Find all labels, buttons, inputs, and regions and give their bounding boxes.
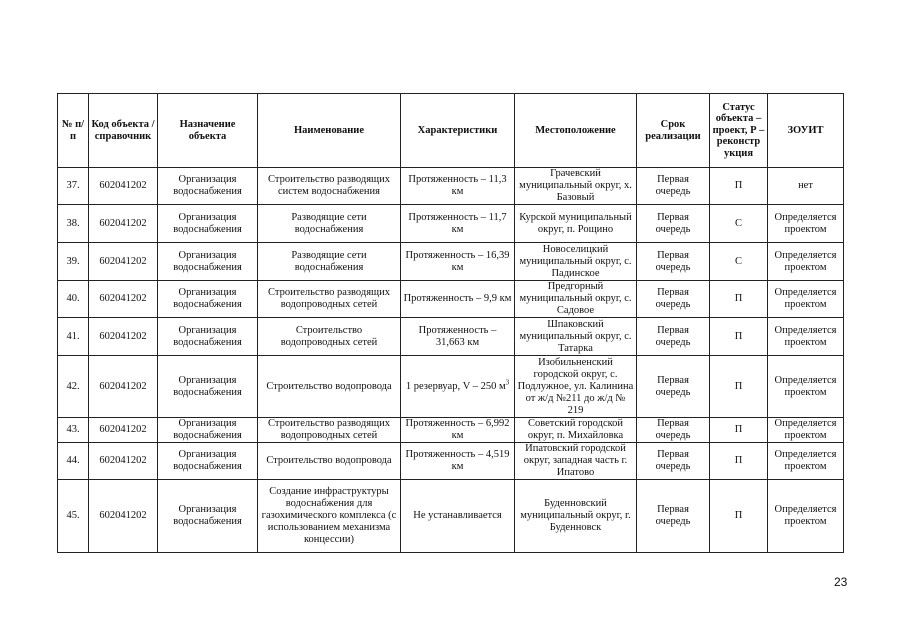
cell-object-location (515, 168, 637, 205)
cell-object-purpose (158, 356, 258, 418)
cell-row-number (58, 168, 89, 205)
implementation-term-text: Первая очередь (655, 324, 691, 348)
table-row (58, 243, 844, 281)
cell-object-characteristics (401, 318, 515, 356)
object-location-text: Изобильненский городской округ, с. Подлужное, ул. Калинина от ж/д №211 до ж/д № 219 (517, 356, 634, 416)
object-location-text: Курской муниципальный округ, п. Рощино (519, 211, 632, 235)
cell-object-name (258, 281, 401, 318)
zouit-value-text: Определяется проектом (774, 374, 837, 398)
cell-row-number (58, 318, 89, 356)
cell-zouit-value (768, 418, 844, 443)
object-name-text: Строительство водопроводных сетей (280, 324, 378, 348)
header-purpose: Назначение объекта (158, 94, 258, 168)
cell-object-location (515, 318, 637, 356)
cell-object-characteristics (401, 205, 515, 243)
object-status-text: П (734, 180, 743, 191)
cell-object-purpose (158, 318, 258, 356)
zouit-value-text: нет (798, 180, 813, 191)
object-code-text: 602041202 (99, 424, 147, 435)
cell-object-characteristics (401, 168, 515, 205)
cell-object-characteristics (401, 281, 515, 318)
cell-object-name (258, 356, 401, 418)
object-code-text: 602041202 (99, 255, 147, 267)
cell-implementation-term (637, 243, 710, 281)
cell-object-characteristics (401, 443, 515, 480)
cell-object-characteristics (401, 418, 515, 443)
zouit-value-text: Определяется проектом (774, 324, 837, 348)
cell-object-status (710, 168, 768, 205)
object-status-text: П (734, 510, 743, 521)
cell-row-number (58, 480, 89, 553)
cell-object-status (710, 356, 768, 418)
header-name: Наименование (258, 94, 401, 168)
object-code-text: 602041202 (99, 510, 147, 521)
object-name-text: Строительство водопровода (266, 455, 392, 466)
object-purpose-text: Организация водоснабжения (173, 211, 242, 235)
cell-object-location (515, 443, 637, 480)
table-row (58, 480, 844, 553)
row-number-text: 38. (66, 217, 80, 229)
cell-object-location (515, 281, 637, 318)
cell-object-purpose (158, 418, 258, 443)
object-location-text: Грачевский муниципальный округ, х. Базовый (519, 168, 632, 203)
table-row (58, 356, 844, 418)
table-row (58, 281, 844, 318)
cell-implementation-term (637, 443, 710, 480)
cell-object-characteristics (401, 356, 515, 418)
table-row (58, 443, 844, 480)
header-zouit: ЗОУИТ (768, 94, 844, 168)
cell-object-name (258, 480, 401, 553)
object-code-text: 602041202 (99, 180, 147, 191)
implementation-term-text: Первая очередь (655, 449, 691, 472)
row-number-text: 40. (66, 293, 80, 304)
implementation-term-text: Первая очередь (655, 174, 691, 197)
zouit-value-text: Определяется проектом (774, 211, 837, 235)
implementation-term-text: Первая очередь (655, 374, 691, 398)
table-row (58, 418, 844, 443)
object-name-text: Строительство водопровода (266, 380, 392, 392)
object-characteristics-text: Протяженность – 6,992 км (405, 418, 510, 441)
object-location-text: Ипатовский городской округ, западная часть г. Ипатово (523, 443, 628, 478)
cell-row-number (58, 443, 89, 480)
cell-implementation-term (637, 168, 710, 205)
zouit-value-text: Определяется проектом (774, 249, 837, 273)
cell-object-status (710, 318, 768, 356)
cell-zouit-value (768, 480, 844, 553)
implementation-term-text: Первая очередь (655, 249, 691, 273)
cell-object-purpose (158, 243, 258, 281)
cell-object-location (515, 356, 637, 418)
implementation-term-text: Первая очередь (655, 211, 691, 235)
object-code-text: 602041202 (99, 293, 147, 304)
object-status-text: П (734, 424, 743, 435)
cell-object-status (710, 205, 768, 243)
zouit-value-text: Определяется проектом (774, 418, 837, 441)
cell-object-status (710, 243, 768, 281)
cell-implementation-term (637, 205, 710, 243)
row-number-text: 43. (66, 424, 80, 435)
infrastructure-table (57, 93, 844, 553)
table-row (58, 318, 844, 356)
object-purpose-text: Организация водоснабжения (173, 249, 242, 273)
header-characteristics: Характеристики (401, 94, 515, 168)
cell-row-number (58, 243, 89, 281)
row-number-text: 42. (66, 380, 80, 392)
object-purpose-text: Организация водоснабжения (173, 449, 242, 472)
cell-object-code (89, 243, 158, 281)
cell-row-number (58, 418, 89, 443)
object-name-text: Строительство разводящих водопроводных сетей (267, 287, 390, 310)
cell-object-name (258, 418, 401, 443)
cell-object-purpose (158, 281, 258, 318)
cell-object-characteristics (401, 480, 515, 553)
table-row (58, 168, 844, 205)
cell-object-code (89, 418, 158, 443)
object-characteristics-text: Протяженность – 4,519 км (405, 449, 510, 472)
cell-row-number (58, 281, 89, 318)
object-status-text: П (734, 455, 743, 466)
cell-row-number (58, 205, 89, 243)
unit-superscript: 3 (505, 378, 510, 386)
object-location-text: Новоселицкий муниципальный округ, с. Падинское (519, 243, 632, 279)
implementation-term-text: Первая очередь (655, 418, 691, 441)
cell-object-location (515, 480, 637, 553)
table-body (58, 168, 844, 553)
table-row (58, 205, 844, 243)
object-location-text: Буденновский муниципальный округ, г. Буденновск (520, 498, 631, 533)
implementation-term-text: Первая очередь (655, 287, 691, 310)
object-location-text: Советский городской округ, п. Михайловка (527, 418, 624, 441)
object-code-text: 602041202 (99, 330, 147, 342)
object-status-text: С (734, 255, 742, 267)
cell-object-code (89, 168, 158, 205)
zouit-value-text: Определяется проектом (774, 504, 837, 527)
object-location-text: Предгорный муниципальный округ, с. Садовое (519, 281, 632, 316)
object-characteristics-text: 1 резервуар, V – 250 м (405, 380, 506, 392)
object-name-text: Строительство разводящих водопроводных сетей (267, 418, 390, 441)
row-number-text: 39. (66, 255, 80, 267)
object-purpose-text: Организация водоснабжения (173, 324, 242, 348)
cell-zouit-value (768, 243, 844, 281)
cell-object-code (89, 281, 158, 318)
cell-object-purpose (158, 205, 258, 243)
object-status-text: П (734, 293, 743, 304)
object-characteristics-text: Протяженность – 11,7 км (408, 211, 507, 235)
cell-object-code (89, 205, 158, 243)
object-location-text: Шпаковский муниципальный округ, с. Татарка (519, 318, 632, 354)
object-status-text: П (734, 380, 743, 392)
object-name-text: Разводящие сети водоснабжения (291, 249, 367, 273)
table-header-row (58, 94, 844, 168)
cell-object-code (89, 318, 158, 356)
cell-implementation-term (637, 281, 710, 318)
row-number-text: 41. (66, 330, 80, 342)
object-characteristics-text: Протяженность – 16,39 км (405, 249, 510, 273)
cell-object-location (515, 243, 637, 281)
cell-zouit-value (768, 443, 844, 480)
object-status-text: С (734, 217, 742, 229)
cell-zouit-value (768, 281, 844, 318)
object-name-text: Разводящие сети водоснабжения (291, 211, 367, 235)
object-purpose-text: Организация водоснабжения (173, 504, 242, 527)
header-status: Статус объекта – проект, Р – реконстр укция (710, 94, 768, 168)
cell-object-location (515, 418, 637, 443)
cell-object-purpose (158, 168, 258, 205)
cell-object-characteristics (401, 243, 515, 281)
object-characteristics-text: Протяженность – 31,663 км (418, 324, 497, 348)
cell-object-code (89, 480, 158, 553)
cell-object-code (89, 443, 158, 480)
cell-object-name (258, 243, 401, 281)
cell-implementation-term (637, 480, 710, 553)
object-purpose-text: Организация водоснабжения (173, 287, 242, 310)
header-code: Код объекта / справочник (89, 94, 158, 168)
cell-object-location (515, 205, 637, 243)
cell-zouit-value (768, 205, 844, 243)
header-num: № п/п (58, 94, 89, 168)
header-term: Срок реализации (637, 94, 710, 168)
cell-zouit-value (768, 356, 844, 418)
cell-object-status (710, 443, 768, 480)
row-number-text: 45. (66, 510, 80, 521)
cell-object-status (710, 418, 768, 443)
cell-object-status (710, 281, 768, 318)
zouit-value-text: Определяется проектом (774, 287, 837, 310)
zouit-value-text: Определяется проектом (774, 449, 837, 472)
object-purpose-text: Организация водоснабжения (173, 418, 242, 441)
implementation-term-text: Первая очередь (655, 504, 691, 527)
object-code-text: 602041202 (99, 455, 147, 466)
object-code-text: 602041202 (99, 217, 147, 229)
cell-row-number (58, 356, 89, 418)
cell-zouit-value (768, 318, 844, 356)
object-name-text: Создание инфраструктуры водоснабжения для газохимического комплекса (с использованием механизма концессии) (261, 486, 397, 545)
page-number: 23 (834, 575, 848, 589)
object-characteristics-text: Протяженность – 11,3 км (408, 174, 507, 197)
cell-object-name (258, 205, 401, 243)
cell-implementation-term (637, 318, 710, 356)
cell-object-name (258, 443, 401, 480)
cell-zouit-value (768, 168, 844, 205)
header-location: Местоположение (515, 94, 637, 168)
cell-implementation-term (637, 418, 710, 443)
row-number-text: 44. (66, 455, 80, 466)
cell-object-name (258, 168, 401, 205)
object-name-text: Строительство разводящих систем водоснабжения (267, 174, 390, 197)
object-characteristics-text: Не устанавливается (413, 510, 502, 521)
object-characteristics-text: Протяженность – 9,9 км (403, 293, 512, 304)
cell-object-code (89, 356, 158, 418)
cell-implementation-term (637, 356, 710, 418)
object-purpose-text: Организация водоснабжения (173, 174, 242, 197)
row-number-text: 37. (66, 180, 80, 191)
object-code-text: 602041202 (99, 380, 147, 392)
cell-object-purpose (158, 443, 258, 480)
object-status-text: П (734, 330, 743, 342)
object-purpose-text: Организация водоснабжения (173, 374, 242, 398)
cell-object-purpose (158, 480, 258, 553)
cell-object-status (710, 480, 768, 553)
cell-object-name (258, 318, 401, 356)
